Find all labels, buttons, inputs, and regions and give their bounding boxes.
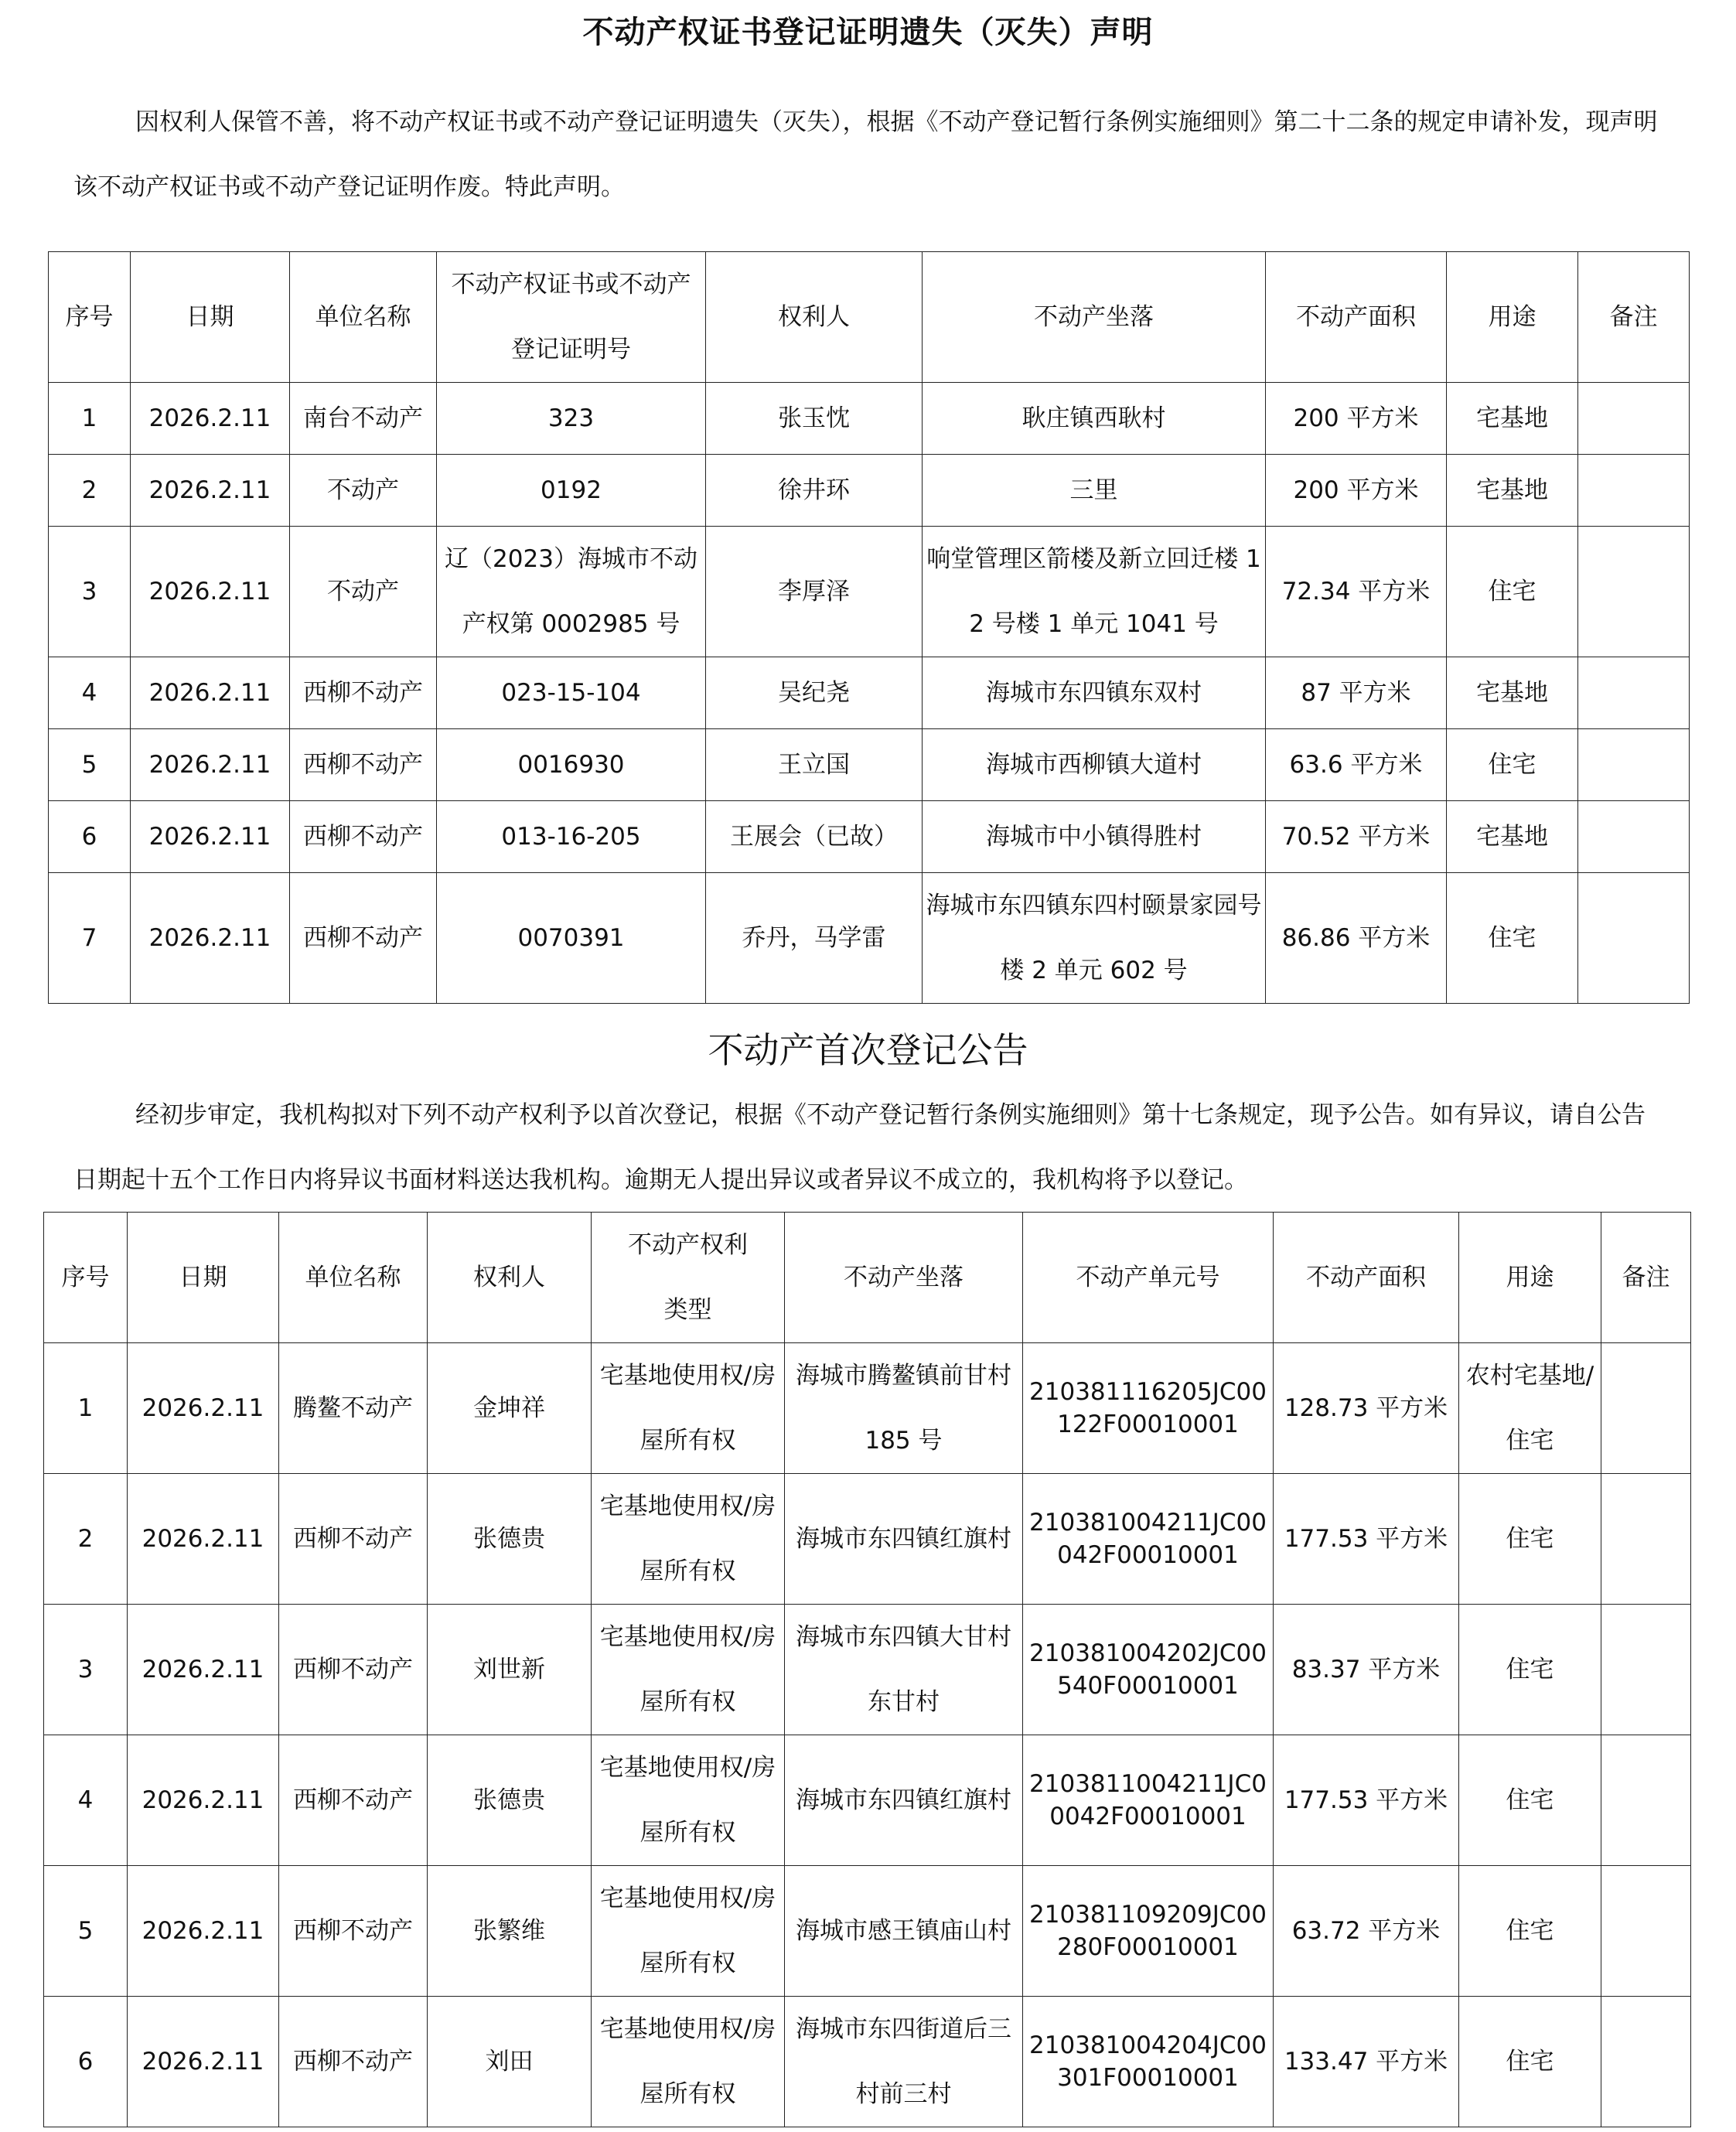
row-owner: 刘世新 [428, 1605, 592, 1735]
row-location: 海城市西柳镇大道村 [923, 729, 1266, 801]
row-use: 农村宅基地/住宅 [1459, 1343, 1601, 1474]
row-location: 海城市感王镇庙山村 [785, 1866, 1023, 1997]
row-owner: 徐井环 [706, 455, 923, 527]
row-location: 海城市东四镇红旗村 [785, 1735, 1023, 1866]
header-cell: 不动产权证书或不动产登记证明号 [437, 252, 706, 383]
table-row [49, 383, 1690, 455]
row-area: 128.73 平方米 [1274, 1343, 1459, 1474]
row-owner: 张德贵 [428, 1474, 592, 1605]
header-cell: 不动产坐落 [923, 252, 1266, 383]
row-unit: 腾鳌不动产 [279, 1343, 428, 1474]
row-area: 63.6 平方米 [1266, 729, 1447, 801]
row-unit-number: 210381004204JC00301F00010001 [1023, 1997, 1274, 2127]
row-number: 3 [49, 527, 131, 657]
table-row [44, 1343, 1691, 1474]
row-location: 海城市东四街道后三村前三村 [785, 1997, 1023, 2127]
row-owner: 张德贵 [428, 1735, 592, 1866]
row-number: 1 [44, 1343, 128, 1474]
row-use: 宅基地 [1447, 801, 1578, 873]
row-right-type: 宅基地使用权/房屋所有权 [592, 1605, 785, 1735]
table-row [44, 1474, 1691, 1605]
header-cell: 不动产坐落 [785, 1213, 1023, 1343]
first-registration-paragraph: 经初步审定，我机构拟对下列不动产权利予以首次登记，根据《不动产登记暂行条例实施细则》第十七条规定，现予公告。如有异议，请自公告日期起十五个工作日内将异议书面材料送达我机构。逾期无人提出异议或者异议不成立的，我机构将予以登记。 [73, 1101, 1646, 1194]
row-date: 2026.2.11 [131, 383, 290, 455]
row-cert: 323 [437, 383, 706, 455]
header-cell: 用途 [1447, 252, 1578, 383]
row-cert: 0016930 [437, 729, 706, 801]
row-note [1578, 729, 1690, 801]
row-number: 4 [44, 1735, 128, 1866]
row-area: 200 平方米 [1266, 383, 1447, 455]
row-use: 住宅 [1459, 1735, 1601, 1866]
row-owner: 王展会（已故） [706, 801, 923, 873]
row-cert: 023-15-104 [437, 657, 706, 729]
row-date: 2026.2.11 [131, 527, 290, 657]
row-use: 住宅 [1447, 527, 1578, 657]
loss-statement-table [48, 251, 1690, 1004]
row-location: 海城市中小镇得胜村 [923, 801, 1266, 873]
row-area: 63.72 平方米 [1274, 1866, 1459, 1997]
row-number: 5 [49, 729, 131, 801]
table-row [49, 455, 1690, 527]
row-owner: 张繁维 [428, 1866, 592, 1997]
header-cell: 权利人 [706, 252, 923, 383]
row-location: 海城市东四镇红旗村 [785, 1474, 1023, 1605]
header-cell: 权利人 [428, 1213, 592, 1343]
row-unit: 南台不动产 [290, 383, 437, 455]
table-row [49, 729, 1690, 801]
row-note [1578, 455, 1690, 527]
row-area: 133.47 平方米 [1274, 1997, 1459, 2127]
row-number: 3 [44, 1605, 128, 1735]
row-number: 5 [44, 1866, 128, 1997]
row-location: 三里 [923, 455, 1266, 527]
row-right-type: 宅基地使用权/房屋所有权 [592, 1343, 785, 1474]
row-number: 2 [49, 455, 131, 527]
row-owner: 金坤祥 [428, 1343, 592, 1474]
row-use: 住宅 [1447, 873, 1578, 1004]
row-note [1578, 801, 1690, 873]
row-number: 6 [49, 801, 131, 873]
row-note [1578, 527, 1690, 657]
row-note [1578, 383, 1690, 455]
table-row [44, 1997, 1691, 2127]
row-owner: 乔丹，马学雷 [706, 873, 923, 1004]
table-row [44, 1866, 1691, 1997]
row-date: 2026.2.11 [131, 657, 290, 729]
row-location: 海城市腾鳌镇前甘村 185 号 [785, 1343, 1023, 1474]
row-use: 住宅 [1459, 1605, 1601, 1735]
header-cell: 不动产权利类型 [592, 1213, 785, 1343]
row-owner: 王立国 [706, 729, 923, 801]
row-area: 87 平方米 [1266, 657, 1447, 729]
row-note [1578, 657, 1690, 729]
row-use: 宅基地 [1447, 657, 1578, 729]
row-owner: 李厚泽 [706, 527, 923, 657]
row-cert: 辽（2023）海城市不动产权第 0002985 号 [437, 527, 706, 657]
table-header-row [44, 1213, 1691, 1343]
header-cell: 不动产单元号 [1023, 1213, 1274, 1343]
table-row [44, 1605, 1691, 1735]
row-area: 177.53 平方米 [1274, 1735, 1459, 1866]
row-location: 海城市东四镇大甘村东甘村 [785, 1605, 1023, 1735]
row-location: 海城市东四镇东双村 [923, 657, 1266, 729]
row-unit: 不动产 [290, 455, 437, 527]
row-unit: 西柳不动产 [279, 1997, 428, 2127]
row-unit-number: 210381116205JC00122F00010001 [1023, 1343, 1274, 1474]
row-location: 耿庄镇西耿村 [923, 383, 1266, 455]
row-unit-number: 210381004211JC00042F00010001 [1023, 1474, 1274, 1605]
row-unit: 西柳不动产 [290, 873, 437, 1004]
row-date: 2026.2.11 [131, 801, 290, 873]
row-date: 2026.2.11 [128, 1474, 279, 1605]
row-unit: 西柳不动产 [290, 729, 437, 801]
row-date: 2026.2.11 [128, 1997, 279, 2127]
row-unit: 西柳不动产 [279, 1605, 428, 1735]
row-area: 70.52 平方米 [1266, 801, 1447, 873]
row-unit: 不动产 [290, 527, 437, 657]
table-row [49, 873, 1690, 1004]
row-date: 2026.2.11 [131, 455, 290, 527]
row-owner: 吴纪尧 [706, 657, 923, 729]
row-unit: 西柳不动产 [290, 657, 437, 729]
row-cert: 013-16-205 [437, 801, 706, 873]
row-use: 宅基地 [1447, 383, 1578, 455]
header-cell: 用途 [1459, 1213, 1601, 1343]
row-area: 72.34 平方米 [1266, 527, 1447, 657]
row-number: 2 [44, 1474, 128, 1605]
row-use: 住宅 [1459, 1997, 1601, 2127]
row-unit: 西柳不动产 [279, 1474, 428, 1605]
row-note [1601, 1997, 1691, 2127]
row-location: 海城市东四镇东四村颐景家园号楼 2 单元 602 号 [923, 873, 1266, 1004]
first-registration-table [43, 1212, 1691, 2127]
header-cell: 日期 [128, 1213, 279, 1343]
table-row [49, 657, 1690, 729]
table-row [49, 527, 1690, 657]
row-number: 7 [49, 873, 131, 1004]
row-right-type: 宅基地使用权/房屋所有权 [592, 1997, 785, 2127]
row-right-type: 宅基地使用权/房屋所有权 [592, 1866, 785, 1997]
header-cell: 备注 [1601, 1213, 1691, 1343]
first-registration-title: 不动产首次登记公告 [708, 1029, 1028, 1071]
row-date: 2026.2.11 [128, 1343, 279, 1474]
row-area: 177.53 平方米 [1274, 1474, 1459, 1605]
row-unit-number: 210381109209JC00280F00010001 [1023, 1866, 1274, 1997]
row-use: 宅基地 [1447, 455, 1578, 527]
row-unit-number: 210381004202JC00540F00010001 [1023, 1605, 1274, 1735]
row-unit-number: 2103811004211JC00042F00010001 [1023, 1735, 1274, 1866]
row-date: 2026.2.11 [128, 1605, 279, 1735]
row-note [1601, 1474, 1691, 1605]
row-location: 响堂管理区箭楼及新立回迁楼 12 号楼 1 单元 1041 号 [923, 527, 1266, 657]
row-owner: 张玉忱 [706, 383, 923, 455]
row-note [1601, 1343, 1691, 1474]
header-cell: 单位名称 [290, 252, 437, 383]
table-header-row [49, 252, 1690, 383]
row-unit: 西柳不动产 [279, 1735, 428, 1866]
header-cell: 不动产面积 [1266, 252, 1447, 383]
row-unit: 西柳不动产 [290, 801, 437, 873]
row-owner: 刘田 [428, 1997, 592, 2127]
header-cell: 日期 [131, 252, 290, 383]
header-cell: 序号 [49, 252, 131, 383]
row-use: 住宅 [1459, 1866, 1601, 1997]
row-cert: 0070391 [437, 873, 706, 1004]
header-cell: 备注 [1578, 252, 1690, 383]
row-right-type: 宅基地使用权/房屋所有权 [592, 1474, 785, 1605]
row-right-type: 宅基地使用权/房屋所有权 [592, 1735, 785, 1866]
row-date: 2026.2.11 [131, 873, 290, 1004]
header-cell: 序号 [44, 1213, 128, 1343]
row-number: 6 [44, 1997, 128, 2127]
row-date: 2026.2.11 [128, 1866, 279, 1997]
header-cell: 单位名称 [279, 1213, 428, 1343]
row-note [1601, 1605, 1691, 1735]
header-cell: 不动产面积 [1274, 1213, 1459, 1343]
row-area: 200 平方米 [1266, 455, 1447, 527]
loss-statement-title: 不动产权证书登记证明遗失（灭失）声明 [582, 15, 1154, 50]
row-area: 83.37 平方米 [1274, 1605, 1459, 1735]
table-row [49, 801, 1690, 873]
row-unit: 西柳不动产 [279, 1866, 428, 1997]
row-use: 住宅 [1459, 1474, 1601, 1605]
row-number: 1 [49, 383, 131, 455]
row-number: 4 [49, 657, 131, 729]
row-date: 2026.2.11 [128, 1735, 279, 1866]
row-use: 住宅 [1447, 729, 1578, 801]
row-area: 86.86 平方米 [1266, 873, 1447, 1004]
row-note [1601, 1866, 1691, 1997]
row-cert: 0192 [437, 455, 706, 527]
row-note [1578, 873, 1690, 1004]
loss-statement-paragraph: 因权利人保管不善，将不动产权证书或不动产登记证明遗失（灭失），根据《不动产登记暂行条例实施细则》第二十二条的规定申请补发，现声明该不动产权证书或不动产登记证明作废。特此声明。 [73, 108, 1658, 201]
table-row [44, 1735, 1691, 1866]
row-date: 2026.2.11 [131, 729, 290, 801]
row-note [1601, 1735, 1691, 1866]
